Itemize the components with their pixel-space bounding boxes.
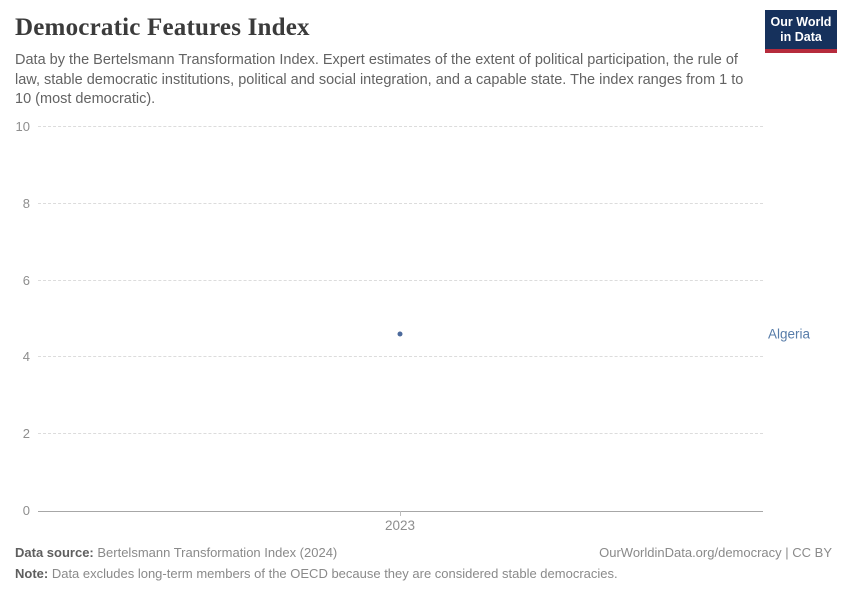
owid-logo-line2: in Data [780,30,822,44]
gridline-y2 [38,433,763,434]
owid-url-link[interactable]: OurWorldinData.org/democracy | CC BY [599,545,832,560]
chart-title: Democratic Features Index [15,14,310,41]
y-tick-label-4: 4 [22,349,30,365]
y-tick-label-0: 0 [22,503,30,518]
owid-logo-line1: Our World [770,15,832,29]
data-source-text [15,542,337,563]
y-tick-label-2: 2 [22,426,30,442]
gridline-y10 [38,126,763,127]
y-tick-label-6: 6 [22,272,30,288]
chart-subtitle: Data by the Bertelsmann Transformation Index. Expert estimates of the extent of political participation, the rule of law, stable democratic institutions, political and social integration, and a capable state. The index ranges from 1 to 10 (most democratic). [15,52,744,107]
note-value: Data excludes long-term members of the OECD because they are considered stable democracies. [48,566,618,581]
gridline-y4 [38,356,763,357]
x-tick-mark [400,511,401,516]
note-text [15,566,618,581]
x-tick-label: 2023 [384,518,416,533]
gridline-y6 [38,280,763,281]
data-source-label: Data source: [15,545,94,560]
gridline-y8 [38,203,763,204]
y-tick-label-10: 10 [15,119,30,134]
entity-label-algeria[interactable]: Algeria [768,326,811,342]
data-source-value: Bertelsmann Transformation Index (2024) [93,545,338,560]
note-label: Note: [15,566,49,581]
chart-footer [15,542,832,584]
y-tick-label-8: 8 [22,195,30,211]
data-point-algeria[interactable] [398,332,403,337]
